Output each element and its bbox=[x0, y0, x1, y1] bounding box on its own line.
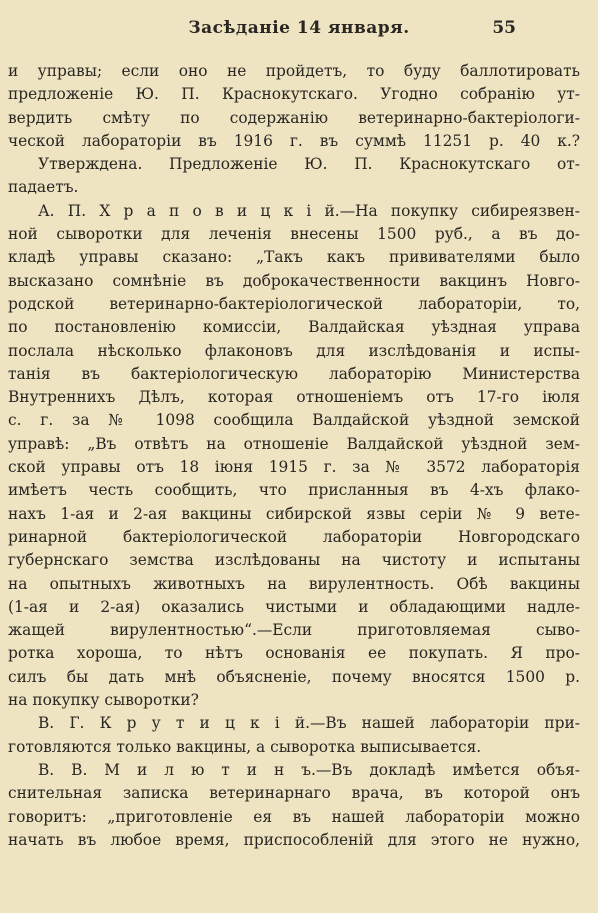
text-line: предложеніе Ю. П. Краснокутскаго. Угодно собранію ут- bbox=[8, 85, 580, 104]
text-line: жащей вирулентностью“.—Если приготовляемая сыво- bbox=[8, 621, 580, 640]
running-title: Засѣданіе 14 января. bbox=[188, 18, 410, 38]
text-line: Внутреннихъ Дѣлъ, которая отношеніемъ отъ 17-го іюля bbox=[8, 388, 580, 407]
text-line: с. г. за № 1098 сообщила Валдайской уѣздной земской bbox=[8, 411, 580, 430]
text-line: ротка хороша, то нѣтъ основанія ее покупать. Я про- bbox=[8, 644, 580, 663]
page-number: 55 bbox=[492, 18, 516, 38]
text-line: родской ветеринарно-бактеріологической лабораторіи, то, bbox=[8, 294, 580, 313]
page-header bbox=[0, 18, 598, 44]
text-line: на покупку сыворотки? bbox=[8, 691, 199, 710]
text-line: ринарной бактеріологической лабораторіи Новгородскаго bbox=[8, 527, 580, 546]
text-line: ской управы отъ 18 іюня 1915 г. за № 3572 лабораторія bbox=[8, 458, 580, 477]
text-line: падаетъ. bbox=[8, 178, 79, 197]
text-line: ной сыворотки для леченія внесены 1500 руб., а въ до- bbox=[8, 225, 580, 244]
text-line: силъ бы дать мнѣ объясненіе, почему вносятся 1500 р. bbox=[8, 667, 580, 686]
text-line: нахъ 1-ая и 2-ая вакцины сибирской язвы серіи № 9 вете- bbox=[8, 504, 580, 523]
text-line: снительная записка ветеринарнаго врача, въ которой онъ bbox=[8, 784, 580, 803]
body-text bbox=[8, 60, 580, 852]
text-line: танія въ бактеріологическую лабораторію Министерства bbox=[8, 364, 580, 383]
text-line: послала нѣсколько флаконовъ для изслѣдованія и испы- bbox=[8, 341, 580, 360]
text-line: имѣетъ честь сообщить, что присланныя въ 4-хъ флако- bbox=[8, 481, 580, 500]
text-line: В. Г. К р у т и ц к і й.—Въ нашей лабораторіи при- bbox=[38, 714, 580, 733]
text-line: говоритъ: „приготовленіе ея въ нашей лабораторіи можно bbox=[8, 807, 580, 826]
text-line: начать въ любое время, приспособленій для этого не нужно, bbox=[8, 830, 580, 849]
text-line: губернскаго земства изслѣдованы на чистоту и испытаны bbox=[8, 551, 580, 570]
text-line: и управы; если оно не пройдетъ, то буду баллотировать bbox=[8, 62, 580, 80]
text-line: вердить смѣту по содержанію ветеринарно-бактеріологи- bbox=[8, 108, 580, 127]
text-line: по постановленію комиссіи, Валдайская уѣздная управа bbox=[8, 318, 580, 337]
text-line: высказано сомнѣніе въ доброкачественности вакцинъ Новго- bbox=[8, 271, 580, 290]
text-line: кладѣ управы сказано: „Такъ какъ прививателями было bbox=[8, 248, 580, 267]
text-line: готовляются только вакцины, а сыворотка выписывается. bbox=[8, 737, 482, 756]
text-line: Утверждена. Предложеніе Ю. П. Краснокутскаго от- bbox=[38, 155, 580, 174]
text-line: В. В. М и л ю т и н ъ.—Въ докладѣ имѣется объя- bbox=[38, 760, 580, 779]
text-line: А. П. Х р а п о в и ц к і й.—На покупку сибиреязвен- bbox=[38, 201, 580, 220]
text-line: на опытныхъ животныхъ на вирулентность. Обѣ вакцины bbox=[8, 574, 580, 593]
text-line: (1-ая и 2-ая) оказались чистыми и обладающими надле- bbox=[8, 597, 580, 616]
text-line: управѣ: „Въ отвѣтъ на отношеніе Валдайской уѣздной зем- bbox=[8, 434, 580, 453]
text-line: ческой лабораторіи въ 1916 г. въ суммѣ 11251 р. 40 к.? bbox=[8, 131, 580, 150]
